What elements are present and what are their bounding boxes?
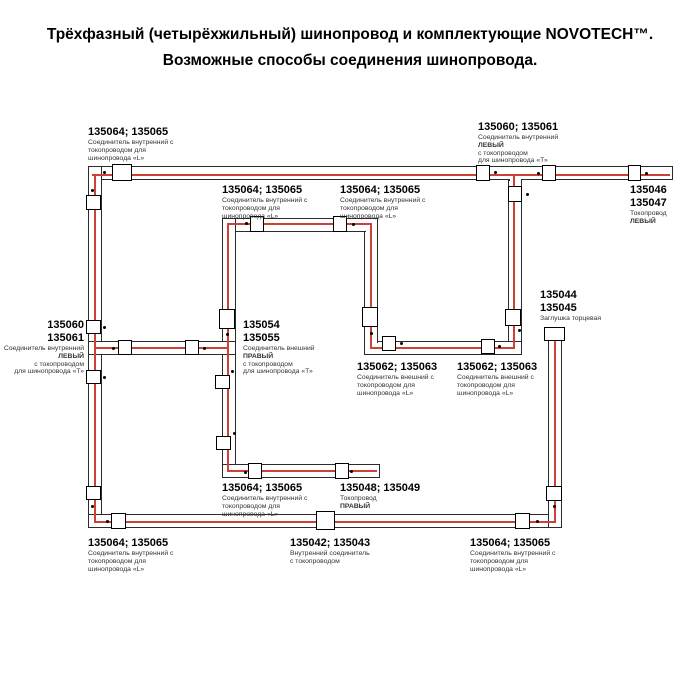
- part-description: шинопровода «L»: [357, 389, 414, 397]
- label-straight-connector-bottom: [290, 537, 370, 566]
- connector-dot: [526, 193, 529, 196]
- label-inner-L-connector-bottom-right: [470, 537, 555, 573]
- part-description: токопроводом для: [357, 381, 415, 389]
- connector-dot: [518, 329, 521, 332]
- part-number: 135045: [540, 302, 577, 314]
- part-number: 135062; 135063: [457, 361, 538, 373]
- part-number: 135064; 135065: [222, 184, 303, 196]
- connector-square: [219, 309, 235, 329]
- label-inner-L-connector-bottom-inner: [222, 482, 307, 518]
- part-description: Соединитель внутренний с: [340, 197, 426, 204]
- label-power-feed-right: [340, 482, 420, 511]
- connector-dot: [91, 505, 94, 508]
- connector-square: [508, 186, 522, 202]
- part-description: ПРАВЫЙ: [243, 352, 274, 360]
- connector-dot: [226, 333, 229, 336]
- part-description: шинопровода «L»: [457, 389, 514, 397]
- track-joint-patch: [224, 231, 235, 234]
- connector-dot: [553, 505, 556, 508]
- label-inner-T-connector-left: [0, 319, 84, 376]
- part-description: шинопровода «L»: [88, 154, 145, 162]
- connector-dot: [244, 471, 247, 474]
- connector-square: [542, 165, 556, 181]
- connector-dot: [103, 376, 106, 379]
- label-inner-L-connector-row2-left: [222, 184, 307, 220]
- connector-dot: [536, 520, 539, 523]
- connector-square: [118, 340, 132, 355]
- part-number: 135047: [630, 197, 667, 209]
- label-outer-L-connector-mid-right: [457, 361, 537, 397]
- part-description: с токопроводом: [34, 360, 84, 368]
- conductor-line: [370, 223, 372, 349]
- connector-dot: [91, 189, 94, 192]
- label-power-feed-left-top-right: [630, 184, 667, 226]
- part-description: токопроводом для: [340, 204, 398, 212]
- part-number: 135064; 135065: [222, 482, 303, 494]
- conductor-line: [92, 174, 670, 176]
- connector-square: [86, 320, 101, 334]
- part-description: Соединитель внутренний: [3, 345, 84, 352]
- part-number: 135042; 135043: [290, 537, 371, 549]
- connector-square: [316, 511, 335, 530]
- connector-square: [248, 463, 262, 479]
- part-description: для шинопровода «Т»: [14, 368, 84, 376]
- part-number: 135064; 135065: [88, 126, 169, 138]
- label-inner-L-connector-top-left: [88, 126, 173, 162]
- label-end-cap-label: [540, 289, 601, 323]
- part-description: токопроводом для: [88, 557, 146, 565]
- connector-square: [546, 486, 562, 501]
- connector-dot: [231, 370, 234, 373]
- connector-square: [111, 513, 126, 529]
- connector-dot: [350, 470, 353, 473]
- part-number: 135048; 135049: [340, 482, 421, 494]
- part-number: 135064; 135065: [470, 537, 551, 549]
- part-number: 135064; 135065: [88, 537, 169, 549]
- part-number: 135055: [243, 332, 280, 344]
- part-number: 135054: [243, 319, 280, 331]
- part-description: Внутренний соединитель: [290, 550, 370, 557]
- part-description: с токопроводом: [290, 557, 340, 565]
- part-description: Соединитель внутренний с: [88, 550, 174, 557]
- part-description: Соединитель внутренний с: [470, 550, 556, 557]
- connector-dot: [498, 345, 501, 348]
- part-description: Соединитель внешний с: [457, 374, 534, 381]
- part-number: 135062; 135063: [357, 361, 438, 373]
- part-description: токопроводом для: [88, 146, 146, 154]
- connector-square: [515, 513, 530, 529]
- connector-dot: [103, 326, 106, 329]
- conductor-line: [94, 175, 96, 523]
- part-description: токопроводом для: [222, 502, 280, 510]
- connector-square: [86, 370, 101, 384]
- connector-dot: [645, 172, 648, 175]
- connector-square: [505, 309, 521, 326]
- connector-square: [216, 436, 231, 450]
- part-description: Токопровод: [340, 495, 377, 502]
- label-inner-T-connector-top: [478, 121, 558, 165]
- part-description: ПРАВЫЙ: [340, 502, 371, 510]
- connector-square: [112, 164, 132, 181]
- part-number: 135061: [47, 332, 84, 344]
- connector-square: [86, 195, 101, 210]
- connector-square: [628, 165, 641, 181]
- part-description: шинопровода «L»: [88, 565, 145, 573]
- part-description: Соединитель внутренний: [478, 134, 559, 141]
- page-title-line-2: Возможные способы соединения шинопровода.: [162, 52, 538, 69]
- label-outer-L-connector-mid-left: [357, 361, 437, 397]
- part-description: ЛЕВЫЙ: [630, 217, 656, 225]
- part-description: Токопровод: [630, 210, 667, 217]
- connector-square: [382, 336, 396, 351]
- track-joint-patch: [224, 465, 235, 468]
- connector-dot: [112, 347, 115, 350]
- connector-square: [481, 339, 495, 354]
- part-description: ЛЕВЫЙ: [58, 352, 84, 360]
- end-cap: [544, 327, 565, 341]
- connector-dot: [233, 432, 236, 435]
- part-number: 135060; 135061: [478, 121, 559, 133]
- part-description: Соединитель внешний: [243, 345, 315, 352]
- part-number: 135044: [540, 289, 577, 301]
- label-outer-T-connector-middle: [243, 319, 315, 376]
- label-inner-L-connector-bottom-left: [88, 537, 173, 573]
- part-description: Соединитель внешний с: [357, 374, 434, 381]
- part-description: Соединитель внутренний с: [88, 139, 174, 146]
- part-description: для шинопровода «Т»: [243, 368, 313, 376]
- part-description: ЛЕВЫЙ: [478, 141, 504, 149]
- connector-square: [362, 307, 378, 327]
- connector-dot: [352, 223, 355, 226]
- connector-square: [476, 165, 490, 181]
- conductor-line: [227, 223, 372, 225]
- part-description: с токопроводом: [243, 360, 293, 368]
- track-segment: [88, 166, 673, 180]
- connector-dot: [400, 342, 403, 345]
- part-description: Соединитель внутренний с: [222, 495, 308, 502]
- part-description: шинопровода «L»: [470, 565, 527, 573]
- connector-square: [86, 486, 101, 500]
- connector-square: [335, 463, 349, 479]
- page-title-line-1: Трёхфазный (четырёхжильный) шинопровод и комплектующие NOVOTECH™.: [46, 26, 654, 43]
- connector-dot: [537, 172, 540, 175]
- part-description: токопроводом для: [222, 204, 280, 212]
- part-number: 135060: [47, 319, 84, 331]
- part-description: для шинопровода «Т»: [478, 157, 548, 165]
- part-description: токопроводом для: [457, 381, 515, 389]
- connector-dot: [103, 171, 106, 174]
- part-description: Заглушка торцевая: [540, 315, 602, 322]
- part-description: Соединитель внутренний с: [222, 197, 308, 204]
- part-number: 135064; 135065: [340, 184, 421, 196]
- connector-dot: [370, 332, 373, 335]
- track-joint-patch: [510, 178, 521, 181]
- part-description: шинопровода «L»: [340, 212, 397, 220]
- connector-square: [215, 375, 230, 389]
- part-description: шинопровода «L»: [222, 510, 279, 518]
- part-description: токопроводом для: [470, 557, 528, 565]
- conductor-line: [95, 347, 229, 349]
- connector-dot: [203, 347, 206, 350]
- connector-square: [185, 340, 199, 355]
- connector-dot: [245, 222, 248, 225]
- label-inner-L-connector-row2-right: [340, 184, 425, 220]
- part-number: 135046: [630, 184, 667, 196]
- connector-dot: [494, 171, 497, 174]
- part-description: с токопроводом: [478, 149, 528, 157]
- connector-dot: [106, 520, 109, 523]
- part-description: шинопровода «L»: [222, 212, 279, 220]
